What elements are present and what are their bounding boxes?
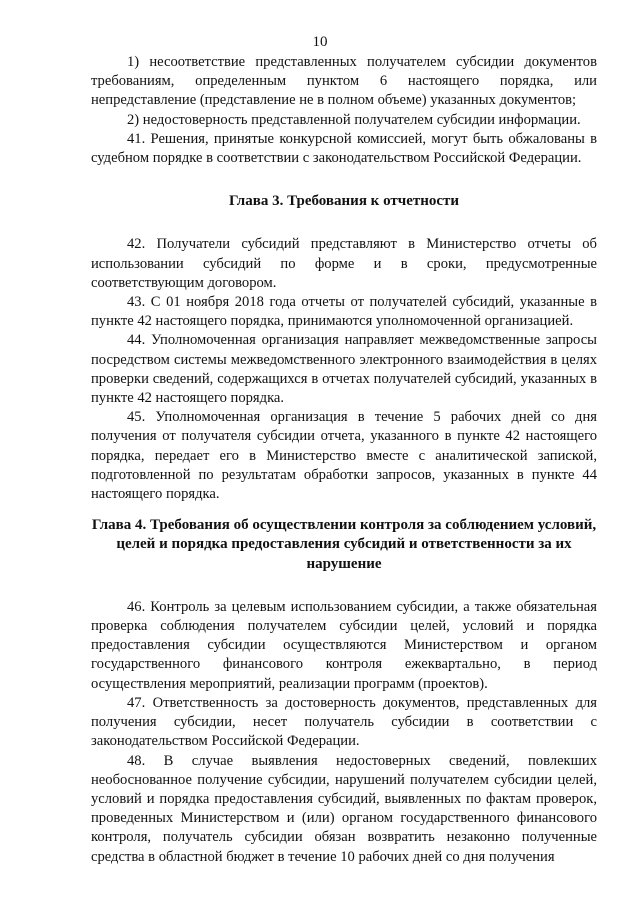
paragraph-46: 46. Контроль за целевым использованием субсидии, а также обязательная проверка соблюдения получателем субсидии целей, условий и порядка предоставления субсидии осуществляются Министерством и органом государственного финансового контроля ежеквартально, в период осуществления мероприятий, реализации программ (проектов). (91, 598, 597, 692)
document-body (91, 53, 597, 867)
chapter-4-title: Глава 4. Требования об осуществлении контроля за соблюдением условий, целей и порядка предоставления субсидий и ответственности за их нарушение (91, 517, 597, 572)
page-number: 10 (312, 34, 328, 50)
paragraph-41: 41. Решения, принятые конкурсной комиссией, могут быть обжалованы в судебном порядке в соответствии с законодательством Российской Федерации. (91, 130, 597, 167)
paragraph-43: 43. С 01 ноября 2018 года отчеты от получателей субсидий, указанные в пункте 42 настоящего порядка, принимаются уполномоченной организацией. (91, 294, 597, 330)
paragraph-47: 47. Ответственность за достоверность документов, представленных для получения субсидии, несет получатель субсидии в соответствии с законодательством Российской Федерации. (91, 694, 597, 750)
paragraph-item-2: 2) недостоверность представленной получателем субсидии информации. (127, 111, 581, 128)
chapter-3-title: Глава 3. Требования к отчетности (228, 193, 460, 210)
paragraph-45: 45. Уполномоченная организация в течение 5 рабочих дней со дня получения от получателя субсидии отчета, указанного в пункте 42 настоящего порядка, передает его в Министерство вместе с аналитической запиской, подготовленной по результатам обработки запросов, указанных в пункте 44 настоящего порядка. (91, 409, 597, 503)
paragraph-48: 48. В случае выявления недостоверных сведений, повлекших необоснованное получение субсидии, нарушений получателем субсидии целей, условий и порядка предоставления субсидий, выявленных по фактам проверок, проведенных Министерством и (или) органом государственного финансового контроля, получатель субсидии обязан возвратить незаконно полученные средства в областной бюджет в течение 10 рабочих дней со дня получения (91, 752, 597, 865)
paragraph-44: 44. Уполномоченная организация направляет межведомственные запросы посредством системы межведомственного электронного взаимодействия в целях проверки сведений, содержащихся в отчетах получателей субсидий, указанных в пункте 42 настоящего порядка. (91, 332, 597, 407)
paragraph-item-1: 1) несоответствие представленных получателем субсидии документов требованиям, определенным пунктом 6 настоящего порядка, или непредставление (представление не в полном объеме) указанных документов; (91, 54, 597, 109)
paragraph-42: 42. Получатели субсидий представляют в Министерство отчеты об использовании субсидий по форме и в сроки, предусмотренные соответствующим договором. (91, 236, 597, 291)
